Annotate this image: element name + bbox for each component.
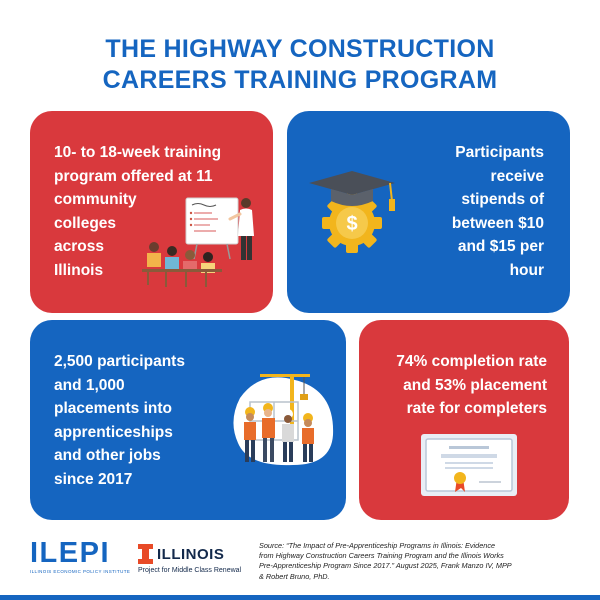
card-line: across	[54, 238, 104, 255]
card-stipends	[287, 111, 570, 313]
block-i-icon	[138, 544, 153, 564]
source-line: from Highway Construction Careers Training Program and the Illinois Works	[259, 551, 504, 561]
construction-workers-illustration	[220, 368, 340, 478]
title-line-2: CAREERS TRAINING PROGRAM	[102, 66, 498, 94]
certificate-icon	[421, 434, 517, 496]
card-line: community	[54, 191, 137, 208]
classroom-training-illustration	[142, 193, 266, 291]
card-text	[54, 350, 229, 491]
card-line: stipends of	[461, 191, 544, 208]
source-line: & Robert Bruno, PhD.	[259, 571, 330, 581]
footer-bar	[0, 595, 600, 600]
card-line: placements into	[54, 400, 172, 417]
card-line: hour	[509, 261, 544, 279]
graduation-cap-coin-icon	[307, 161, 407, 261]
card-line: colleges	[54, 214, 117, 232]
card-line: receive	[490, 167, 544, 185]
ilepi-subtitle: ILLINOIS ECONOMIC POLICY INSTITUTE	[30, 569, 131, 574]
ilepi-wordmark: ILEPI	[30, 537, 111, 569]
card-text	[434, 141, 544, 282]
illinois-subtitle: Project for Middle Class Renewal	[138, 567, 242, 574]
card-line: between $10	[451, 214, 544, 232]
card-line: 2,500 participants	[54, 353, 185, 370]
card-text	[372, 350, 547, 421]
card-line: 74% completion rate	[396, 353, 547, 370]
card-participants-placements	[30, 320, 346, 520]
illinois-logo	[138, 544, 241, 574]
card-line: and $15 per	[457, 238, 544, 255]
source-line: Pre-Apprenticeship Program Since 2017.” August 2025, Frank Manzo IV, MPP	[259, 561, 512, 571]
card-line: rate for completers	[406, 400, 547, 417]
card-line: and 1,000	[54, 376, 125, 394]
card-line: since 2017	[54, 470, 133, 488]
card-completion-rate	[359, 320, 569, 520]
svg-text:$: $	[346, 213, 358, 235]
card-line: and 53% placement	[403, 376, 547, 394]
card-line: 10- to 18-week training	[54, 144, 222, 161]
card-line: Participants	[455, 144, 544, 161]
page-title	[0, 34, 600, 96]
card-training-duration	[30, 111, 273, 313]
card-line: Illinois	[54, 261, 104, 279]
card-line: program offered at 11	[54, 167, 213, 185]
title-line-1: THE HIGHWAY CONSTRUCTION	[105, 35, 495, 63]
ilepi-logo	[30, 538, 130, 574]
illinois-wordmark: ILLINOIS	[157, 545, 225, 563]
card-line: and other jobs	[54, 447, 161, 464]
source-line: Source: “The Impact of Pre-Apprenticeship Programs in Illinois: Evidence	[259, 541, 496, 550]
card-line: apprenticeships	[54, 423, 173, 441]
source-citation	[259, 541, 579, 582]
